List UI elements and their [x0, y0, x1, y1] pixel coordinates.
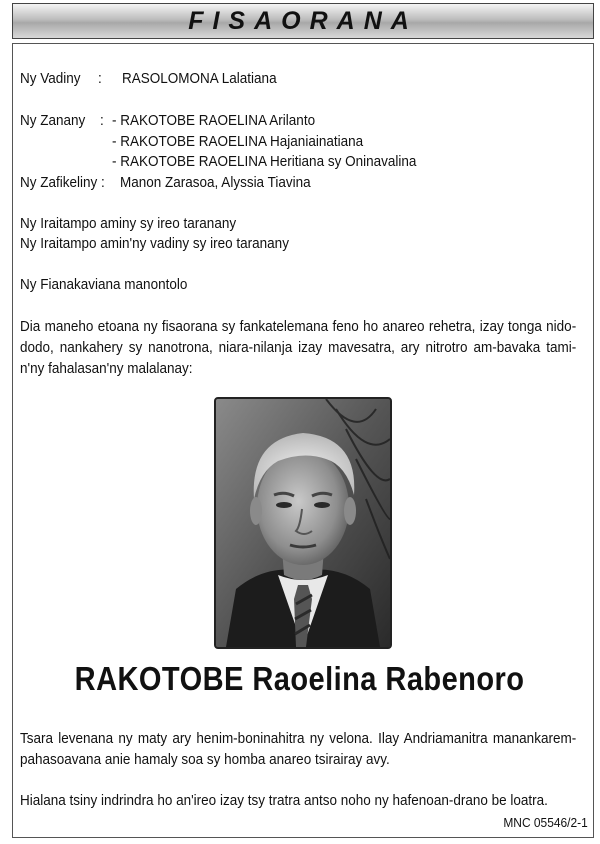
page-title: FISAORANA: [188, 7, 418, 35]
intro-paragraph: Dia maneho etoana ny fisaorana sy fankatelemana feno ho anareo rehetra, izay tonga nido-dodo, nankahery sy nanotrona, niara-nilanja izay mavesatra, ary nitrotro am-bavaka tami-n'ny fahalasan'ny malalanay:: [20, 318, 577, 377]
zanany-item: - RAKOTOBE RAOELINA Arilanto: [112, 112, 316, 129]
vadiny-name: RASOLOMONA Lalatiana: [122, 70, 277, 87]
portrait-image: [216, 399, 390, 647]
zanany-item: - RAKOTOBE RAOELINA Hajaniainatiana: [112, 133, 364, 150]
vadiny-separator: :: [98, 70, 102, 87]
vadiny-label: Ny Vadiny: [20, 70, 81, 87]
deceased-name-text: RAKOTOBE Raoelina Rabenoro: [75, 660, 525, 697]
apology-paragraph: Hialana tsiny indrindra ho an'ireo izay tsy tratra antso noho ny hafenoan-drano be loatra.: [20, 792, 548, 809]
portrait-photo: [214, 397, 392, 649]
fianakaviana-line: Ny Fianakaviana manontolo: [20, 276, 188, 293]
prayer-paragraph: Tsara levenana ny maty ary henim-boninahitra ny velona. Ilay Andriamanitra manankarem-pahasoavana anie hamaly soa sy homba anareo tsirairay avy.: [20, 730, 577, 768]
zanany-label: Ny Zanany: [20, 112, 86, 129]
zanany-separator: :: [100, 112, 104, 129]
deceased-name: [0, 660, 600, 698]
iraitampo-line: Ny Iraitampo aminy sy ireo taranany: [20, 215, 237, 232]
zanany-item: - RAKOTOBE RAOELINA Heritiana sy Oninavalina: [112, 153, 417, 170]
header-banner: [12, 3, 594, 39]
iraitampo-line: Ny Iraitampo amin'ny vadiny sy ireo taranany: [20, 235, 289, 252]
reference-code: MNC 05546/2-1: [503, 815, 588, 830]
zafikeliny-names: Manon Zarasoa, Alyssia Tiavina: [120, 174, 311, 191]
zafikeliny-label: Ny Zafikeliny :: [20, 174, 105, 191]
